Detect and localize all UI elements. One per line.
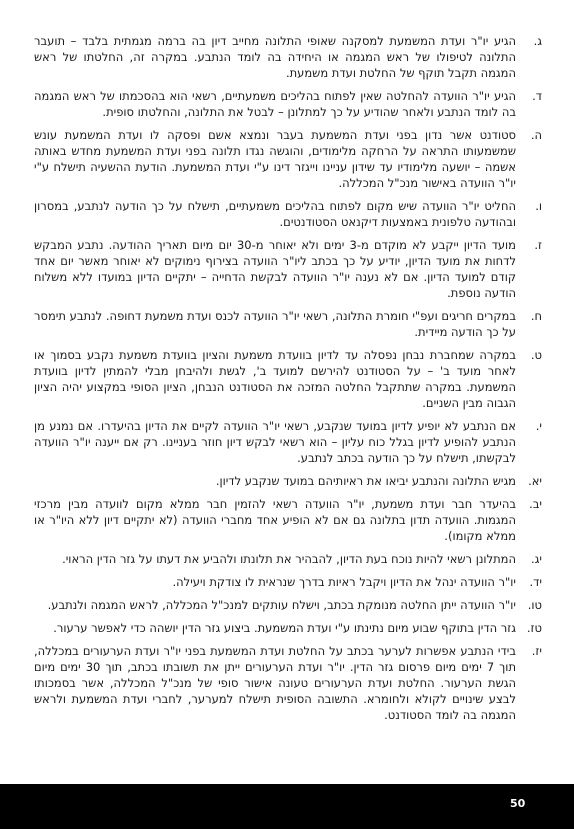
item-text: גזר הדין בתוקף שבוע מיום נתינתו ע"י ועדת המשמעת. ביצוע גזר הדין יושהה כדי לאפשר ערעור.: [53, 621, 516, 635]
item-text: המתלונן רשאי להיות נוכח בעת הדיון, להבהיר את תלונתו ולהביע את דעתו על גזר הדין הראוי.: [62, 552, 516, 566]
item-text: הגיע יו"ר ועדת המשמעת למסקנה שאופי התלונה מחייב דיון בה ברמה מגמתית בלבד – תועבר התלונה לטיפולו של ראש המגמה או היחידה בה לומד הנתבע. במקרה זה, החלטתו של ראש המגמה תקבל תוקף של החלטת ועדת משמעת.: [34, 34, 516, 80]
list-item: [34, 574, 542, 590]
item-text: מגיש התלונה והנתבע יביאו את ראיותיהם במועד שנקבע לדיון.: [215, 474, 516, 488]
item-marker: ז.: [534, 238, 542, 252]
item-marker: יז.: [531, 644, 542, 658]
item-marker: טז.: [526, 621, 542, 635]
list-item: [34, 620, 542, 636]
item-marker: י.: [535, 419, 542, 433]
list-item: [34, 347, 542, 411]
list-item: [34, 418, 542, 466]
item-marker: יד.: [529, 575, 542, 589]
item-text: מועד הדיון ייקבע לא מוקדם מ-3 ימים ולא יאוחר מ-30 יום מיום תאריך ההודעה. נתבע המבקש לדחות את מועד הדיון, יודיע על כך בכתב ליו"ר הוועדה בצירוף נימוקים לא יאוחר מאשר יום אחד קודם למועד הדיון. אם לא נענה יו"ר הוועדה לבקשת הדחייה – יתקיים הדיון במועדו ללא משלוח הודעה נוספת.: [34, 238, 516, 300]
list-item: [34, 308, 542, 340]
item-text: בידי הנתבע אפשרות לערער בכתב על החלטת ועדת המשמעת בפני יו"ר ועדת הערעורים במכללה, תוך 7 ימים מיום פרסום גזר הדין. יו"ר ועדת הערעורים ייתן את תשובתו בכתב, תוך 30 ימים מיום הגשת הערעור. החלטת ועדת הערעורים טעונה אישור סופי של מנכ"ל המכללה, אשר בסמכותו לבצע שינויים לקולא ולחומרא. התשובה הסופית תישלח למערער, לחברי ועדת המשמעת ולראש המגמה בה לומד הסטודנט.: [34, 644, 516, 722]
list-item: [34, 33, 542, 81]
item-marker: טו.: [527, 598, 542, 612]
item-marker: ה.: [530, 128, 542, 142]
list-item: [34, 88, 542, 120]
item-marker: יג.: [531, 552, 542, 566]
item-text: במקרים חריגים ועפ"י חומרת התלונה, רשאי יו"ר הוועדה לכנס ועדת משמעת דחופה. לנתבע תימסר על כך הודעה מיידית.: [34, 309, 516, 339]
list-item: [34, 597, 542, 613]
item-text: הגיע יו"ר הוועדה להחלטה שאין לפתוח בהליכים משמעתיים, רשאי הוא בהסכמתו של ראש המגמה בה לומד הנתבע ולאחר שהודיע על כך למתלונן – לבטל את התלונה, והחלטתו סופית.: [34, 89, 516, 119]
item-marker: ד.: [532, 89, 542, 103]
regulations-body: [34, 33, 542, 730]
item-text: יו"ר הוועדה ייתן החלטה מנומקת בכתב, וישלח עותקים למנכ"ל המכללה, לראש המגמה ולנתבע.: [47, 598, 516, 612]
item-marker: ט.: [530, 348, 542, 362]
item-marker: ח.: [530, 309, 542, 323]
item-text: יו"ר הוועדה ינהל את הדיון ויקבל ראיות בדרך שנראית לו צודקת ויעילה.: [172, 575, 516, 589]
list-item: [34, 551, 542, 567]
item-marker: יא.: [528, 474, 542, 488]
list-item: [34, 496, 542, 544]
item-marker: ו.: [535, 199, 542, 213]
item-marker: ג.: [533, 34, 542, 48]
item-text: בהיעדר חבר ועדת משמעת, יו"ר הוועדה רשאי להזמין חבר ממלא מקום לוועדה מבין מרכזי המגמות. הוועדה תדון בתלונה גם אם לא הופיע אחד מחברי הוועדה (לא יתקיים דיון ללא היו"ר או ממלא מקומו).: [34, 497, 516, 543]
page-number: 50: [510, 797, 526, 810]
item-text: סטודנט אשר נדון בפני ועדת המשמעת בעבר ונמצא אשם ופסקה לו ועדת המשמעת עונש שמשמעותו התראה על הרחקה מלימודים, והוגשה נגדו תלונה בפני ועדת המשמעת מחדש באותה אשמה – יושעה מלימודיו עד שידון עניינו וייגזר דינו ע"י ועדת המשמעת. הודעת ההשעיה תישלח ע"י יו"ר הוועדה באישור מנכ"ל המכללה.: [34, 128, 516, 190]
item-text: החליט יו"ר הוועדה שיש מקום לפתוח בהליכים משמעתיים, תישלח על כך הודעה לנתבע, במסרון ובהודעה טלפונית באמצעות דיקנאט הסטודנטים.: [34, 199, 516, 229]
list-item: [34, 237, 542, 301]
item-text: אם הנתבע לא יופיע לדיון במועד שנקבע, רשאי יו"ר הוועדה לקיים את הדיון בהיעדרו. אם נמנע מן הנתבע להופיע לדיון בגלל כוח עליון – הוא רשאי לבקש דיון חוזר בעניינו. רק אם ייענה יו"ר הוועדה לבקשתו, תישלח על כך הודעה בכתב לנתבע.: [34, 419, 516, 465]
page-footer-bar: [0, 784, 574, 829]
list-item: [34, 127, 542, 191]
list-item: [34, 643, 542, 723]
list-item: [34, 473, 542, 489]
item-text: במקרה שמחברת נבחן נפסלה עד לדיון בוועדת משמעת והציון בוועדת משמעת נקבע בסמוך או לאחר מועד ב' – על הסטודנט להירשם למועד ב', לגשת ולהיבחן מבלי להמתין לדיון בוועדת המשמעת. במקרה שתתקבל החלטה המזכה את הסטודנט הנבחן, הציון הסופי במקצוע יהיה הציון הגבוה מבין השניים.: [34, 348, 516, 410]
list-item: [34, 198, 542, 230]
item-marker: יב.: [529, 497, 542, 511]
